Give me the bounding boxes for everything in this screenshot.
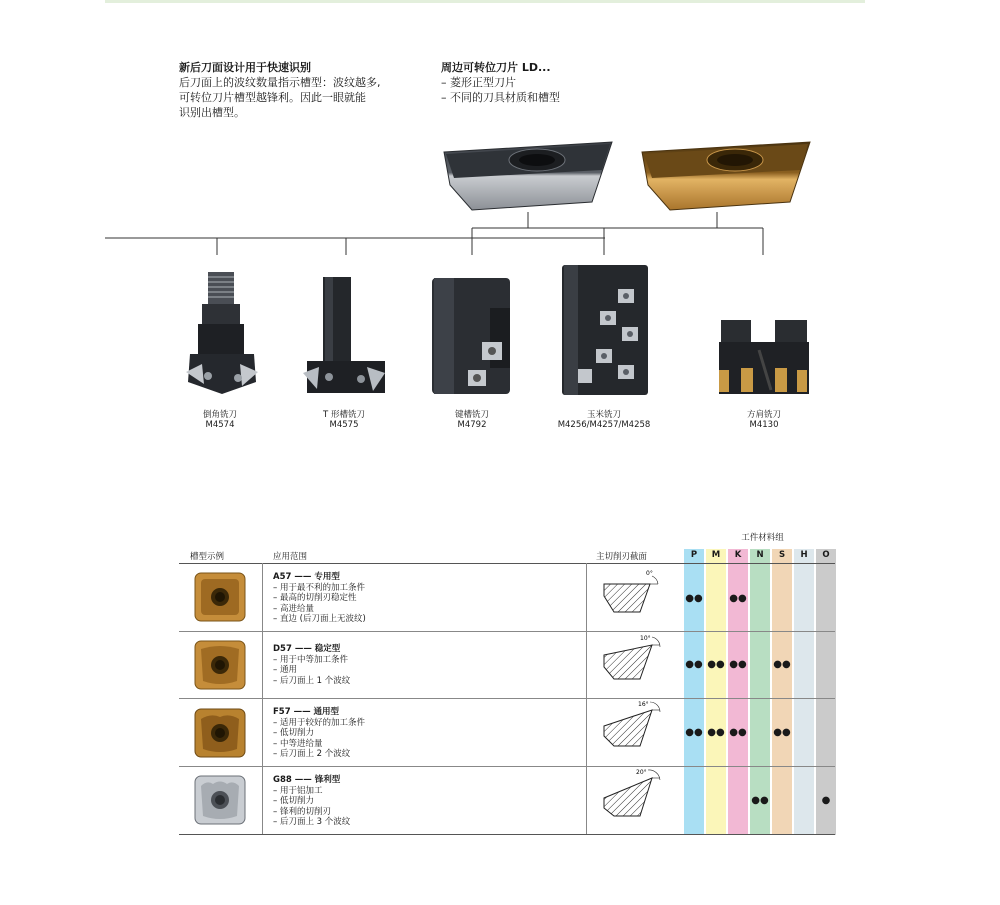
column-header-section: 主切削刃截面	[596, 552, 648, 562]
connector-lines	[0, 0, 1000, 270]
edge-section-a57	[600, 566, 660, 618]
tool-caption-slot	[402, 410, 542, 430]
tool-code: M4792	[457, 420, 487, 430]
intro-left-line: 可转位刀片槽型越锋利。因此一眼就能	[179, 91, 366, 104]
row-line: – 适用于较好的加工条件	[273, 717, 365, 728]
row-line: – 用于铝加工	[273, 785, 323, 796]
tool-caption-t-slot	[274, 410, 414, 430]
row-line: – 通用	[273, 665, 297, 675]
column-divider	[262, 563, 263, 834]
corn-mill-image	[556, 265, 652, 397]
column-divider	[586, 563, 587, 834]
row-text-g88	[273, 775, 350, 828]
material-column-h	[794, 549, 814, 835]
shoulder-mill-image	[719, 320, 809, 398]
row-line: – 后刀面上 1 个波纹	[273, 675, 351, 686]
tool-caption-chamfer	[150, 410, 290, 430]
table-header-rule	[179, 563, 835, 564]
insert-thumb-g88	[193, 774, 247, 826]
column-header-example: 槽型示例	[190, 552, 225, 562]
tool-caption-corn	[534, 410, 674, 430]
material-dots: ●●	[729, 593, 747, 604]
edge-section-g88	[600, 768, 662, 822]
row-title: A57 —— 专用型	[273, 572, 340, 582]
material-column-o	[816, 549, 836, 835]
row-line: – 直边 (后刀面上无波纹)	[273, 614, 366, 624]
material-dots: ●●	[729, 727, 747, 738]
material-dots: ●●	[729, 659, 747, 670]
column-header-range: 应用范围	[273, 552, 308, 562]
row-text-a57	[273, 572, 366, 625]
rake-angle-label: 0°	[646, 570, 653, 577]
intro-right-line: – 不同的刀具材质和槽型	[441, 91, 560, 104]
material-column-n	[750, 549, 770, 835]
material-dots: ●●	[751, 795, 769, 806]
row-divider	[179, 631, 835, 632]
material-header-h: H	[800, 550, 808, 560]
row-text-d57	[273, 644, 350, 686]
chamfer-mill-image	[184, 272, 262, 397]
row-line: – 低切削力	[273, 728, 314, 738]
row-divider	[179, 766, 835, 767]
material-dots: ●●	[707, 727, 725, 738]
t-slot-cutter-image	[303, 277, 389, 397]
insert-thumb-a57	[193, 571, 247, 623]
tool-name: 键槽铣刀	[454, 410, 489, 420]
slot-mill-image	[430, 278, 514, 398]
material-dots: ●●	[685, 659, 703, 670]
row-line: – 用于中等加工条件	[273, 654, 348, 665]
tool-name: 倒角铣刀	[202, 410, 237, 420]
material-header-n: N	[756, 550, 764, 560]
row-line: – 后刀面上 2 个波纹	[273, 749, 351, 759]
tool-name: 方肩铣刀	[746, 410, 781, 420]
tool-name: 玉米铣刀	[586, 410, 621, 420]
row-divider	[179, 698, 835, 699]
material-group-title: 工件材料组	[741, 533, 784, 543]
intro-left-line: 识别出槽型。	[179, 106, 245, 119]
tool-name: T 形槽铣刀	[323, 410, 365, 420]
insert-thumb-d57	[193, 639, 247, 691]
material-dots: ●●	[685, 727, 703, 738]
material-dots: ●●	[685, 593, 703, 604]
rake-angle-label: 16°	[638, 701, 649, 708]
row-line: – 用于最不利的加工条件	[273, 582, 365, 593]
material-header-k: K	[734, 550, 742, 560]
row-line: – 中等进给量	[273, 738, 323, 749]
tool-code: M4130	[749, 420, 779, 430]
tool-caption-shoulder	[694, 410, 834, 430]
tool-code: M4256/M4257/M4258	[557, 420, 651, 430]
intro-right-title: 周边可转位刀片 LD...	[441, 61, 551, 74]
intro-left-line: 后刀面上的波纹数量指示槽型：波纹越多,	[179, 76, 381, 89]
row-title: D57 —— 稳定型	[273, 644, 341, 654]
material-header-p: P	[690, 550, 698, 560]
rake-angle-label: 20°	[636, 769, 647, 776]
material-dots: ●●	[707, 659, 725, 670]
material-header-s: S	[778, 550, 786, 560]
material-column-s	[772, 549, 792, 835]
material-header-m: M	[711, 550, 721, 560]
material-column-m	[706, 549, 726, 835]
edge-section-f57	[600, 700, 662, 752]
material-dots: ●●	[773, 659, 791, 670]
tool-code: M4574	[205, 420, 235, 430]
row-line: – 低切削力	[273, 796, 314, 806]
material-header-o: O	[822, 550, 830, 560]
row-title: G88 —— 锋利型	[273, 775, 341, 785]
intro-left-title: 新后刀面设计用于快速识别	[179, 61, 311, 74]
row-line: – 锋利的切削刃	[273, 806, 331, 817]
row-line: – 后刀面上 3 个波纹	[273, 817, 351, 827]
edge-section-d57	[600, 633, 662, 685]
insert-thumb-f57	[193, 707, 247, 759]
material-dots: ●	[821, 795, 831, 806]
tool-code: M4575	[329, 420, 359, 430]
row-line: – 最高的切削刃稳定性	[273, 593, 357, 603]
row-title: F57 —— 通用型	[273, 707, 340, 717]
material-column-p	[684, 549, 704, 835]
row-line: – 高进给量	[273, 603, 314, 614]
table-bottom-rule	[179, 834, 835, 835]
material-dots: ●●	[773, 727, 791, 738]
material-column-k	[728, 549, 748, 835]
intro-right-line: – 菱形正型刀片	[441, 76, 516, 89]
row-text-f57	[273, 707, 365, 760]
rake-angle-label: 10°	[640, 635, 651, 642]
